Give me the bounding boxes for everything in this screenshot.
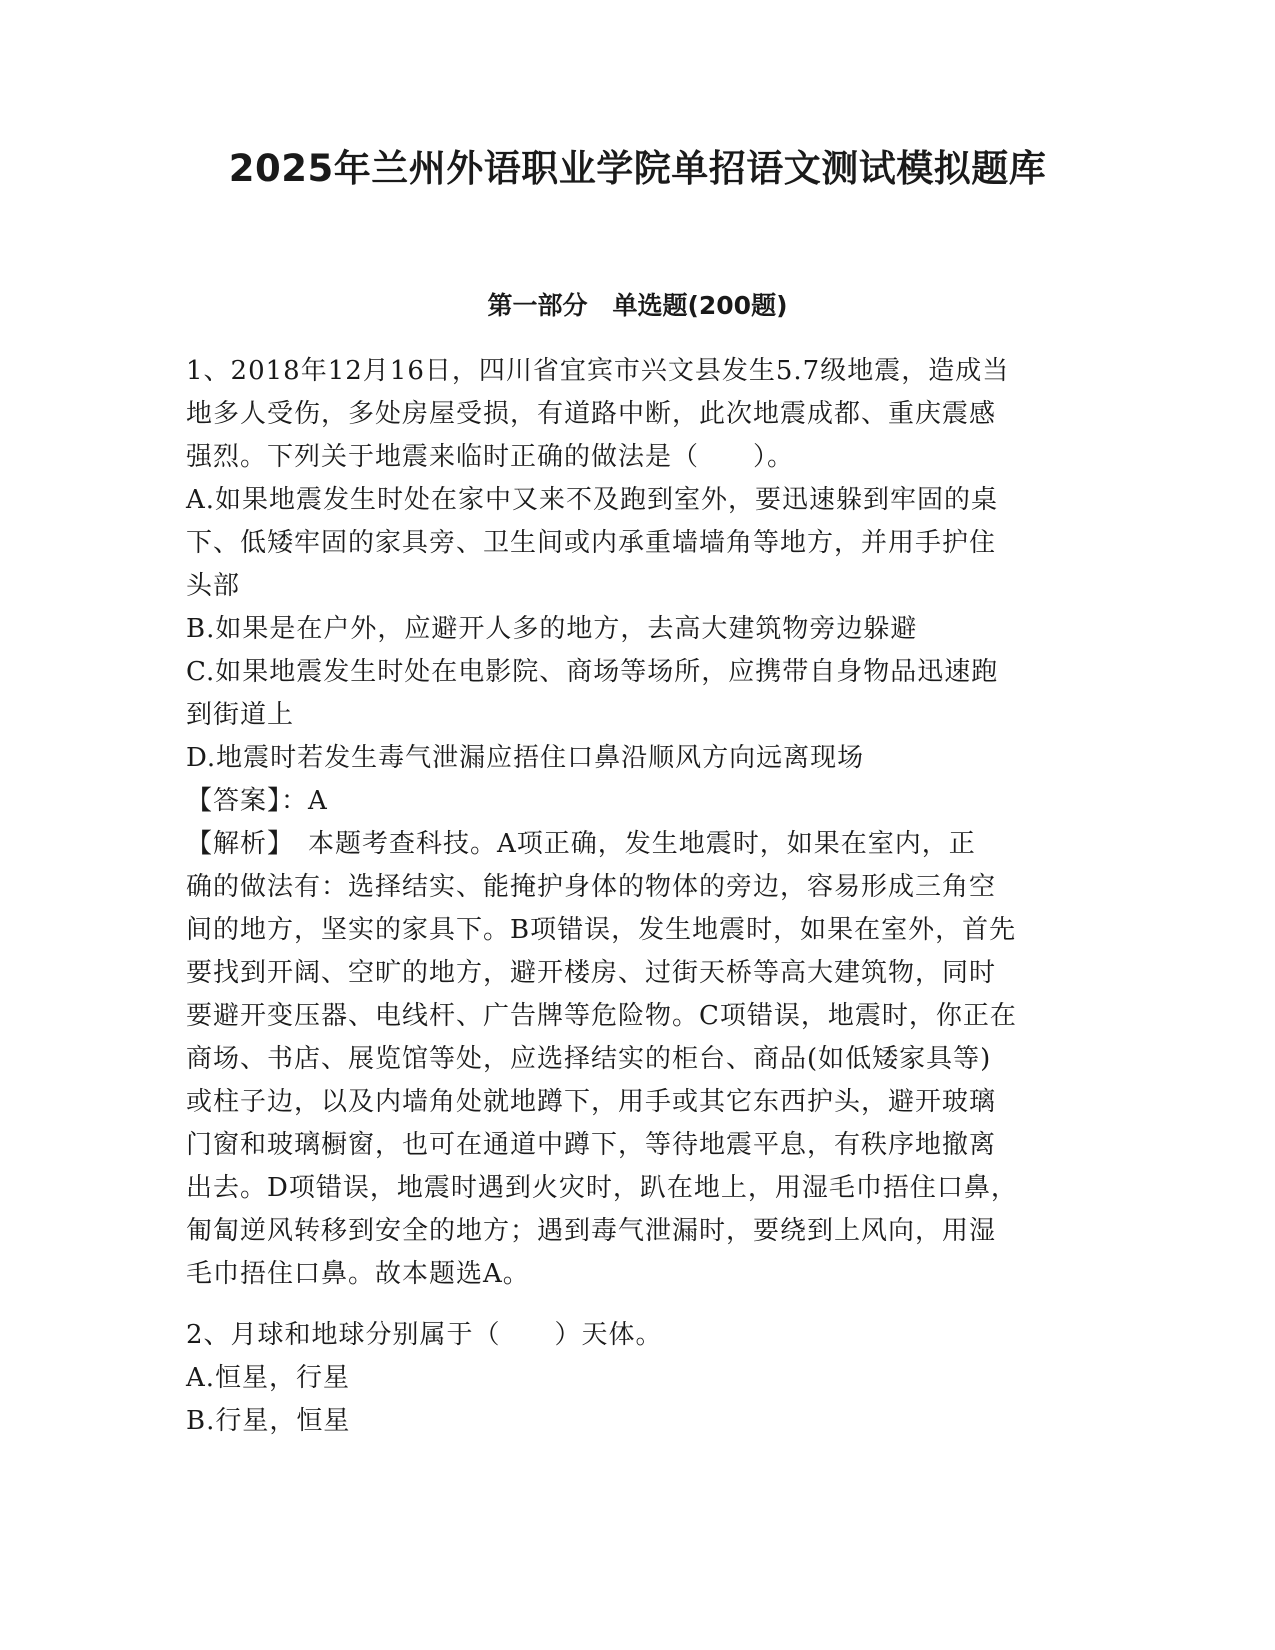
question-1-stem-line-3: 强烈。下列关于地震来临时正确的做法是（ ）。 [186,442,795,472]
document-title: 2025年兰州外语职业学院单招语文测试模拟题库 [228,147,1047,190]
question-1-analysis-line-11: 毛巾捂住口鼻。故本题选A。 [186,1259,530,1289]
question-1-analysis-line-2: 确的做法有：选择结实、能掩护身体的物体的旁边，容易形成三角空 [186,872,997,902]
question-1-option-a-line-2: 下、低矮牢固的家具旁、卫生间或内承重墙墙角等地方，并用手护住 [186,528,997,558]
question-1-analysis-line-3: 间的地方，坚实的家具下。B项错误，发生地震时，如果在室外，首先 [186,915,1017,945]
question-1-option-c-line-1: C.如果地震发生时处在电影院、商场等场所，应携带自身物品迅速跑 [186,657,999,687]
question-1-option-d: D.地震时若发生毒气泄漏应捂住口鼻沿顺风方向远离现场 [186,743,865,773]
question-2-stem: 2、月球和地球分别属于（ ）天体。 [186,1320,663,1350]
question-1-option-b: B.如果是在户外，应避开人多的地方，去高大建筑物旁边躲避 [186,614,918,644]
section-title: 第一部分 单选题(200题) [487,291,788,320]
question-2-option-b: B.行星，恒星 [186,1406,351,1436]
question-list [186,350,1086,1443]
question-1-analysis-line-5: 要避开变压器、电线杆、广告牌等危险物。C项错误，地震时，你正在 [186,1001,1017,1031]
question-1-analysis-line-9: 出去。D项错误，地震时遇到火灾时，趴在地上，用湿毛巾捂住口鼻， [186,1173,1018,1203]
question-1-option-c-line-2: 到街道上 [186,700,295,730]
question-1-option-a-line-1: A.如果地震发生时处在家中又来不及跑到室外，要迅速躲到牢固的桌 [186,485,999,515]
question-2 [186,1314,1086,1443]
question-1-analysis-line-10: 匍匐逆风转移到安全的地方；遇到毒气泄漏时，要绕到上风向，用湿 [186,1216,997,1246]
question-1-answer: 【答案】：A [186,786,328,816]
question-1-analysis-line-1: 【解析】 本题考查科技。A项正确，发生地震时，如果在室内，正 [186,829,976,859]
question-1-analysis-line-8: 门窗和玻璃橱窗，也可在通道中蹲下，等待地震平息，有秩序地撤离 [186,1130,997,1160]
question-2-option-a: A.恒星，行星 [186,1363,351,1393]
question-1-option-a-line-3: 头部 [186,571,241,601]
question-spacer [186,1296,1086,1314]
question-1-analysis-line-4: 要找到开阔、空旷的地方，避开楼房、过街天桥等高大建筑物，同时 [186,958,997,988]
question-1-analysis-line-6: 商场、书店、展览馆等处，应选择结实的柜台、商品(如低矮家具等) [186,1044,992,1074]
question-1-stem-line-2: 地多人受伤，多处房屋受损，有道路中断，此次地震成都、重庆震感 [186,399,997,429]
question-1-stem-line-1: 1、2018年12月16日，四川省宜宾市兴文县发生5.7级地震，造成当 [186,356,1010,386]
question-1-analysis-line-7: 或柱子边，以及内墙角处就地蹲下，用手或其它东西护头，避开玻璃 [186,1087,997,1117]
question-1 [186,350,1086,1296]
